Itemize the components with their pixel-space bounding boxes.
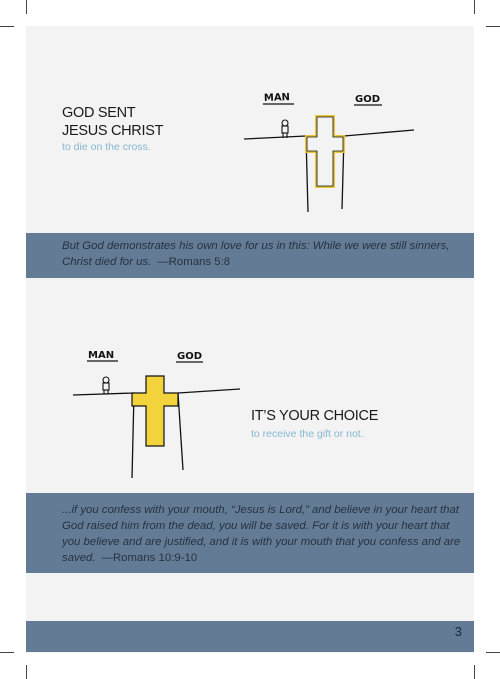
section1-heading-line1: GOD SENT — [62, 105, 136, 121]
section1-subheading: to die on the cross. — [62, 141, 151, 153]
god-label: GOD — [355, 94, 381, 105]
crop-mark — [0, 652, 14, 653]
crop-mark — [474, 665, 475, 679]
footer-band — [26, 621, 474, 652]
section2-reference: —Romans 10:9-10 — [101, 552, 198, 564]
god-label: GOD — [177, 351, 203, 362]
crop-mark — [0, 26, 14, 27]
man-label: MAN — [88, 350, 115, 361]
section2-illustration — [70, 342, 270, 492]
cross-outline — [306, 116, 344, 187]
section2-verse-band — [26, 493, 474, 573]
section1-verse-band — [26, 233, 474, 278]
crop-mark — [474, 0, 475, 14]
right-cliff-line — [344, 130, 414, 136]
man-figure — [103, 377, 109, 394]
crop-mark — [486, 652, 500, 653]
section2-heading: IT’S YOUR CHOICE — [251, 408, 379, 424]
cross-filled — [132, 376, 178, 446]
section1-heading — [62, 104, 202, 140]
chasm-right-wall — [178, 393, 183, 470]
section1-reference: —Romans 5:8 — [157, 256, 231, 268]
right-cliff-line — [178, 389, 240, 393]
section1-illustration — [236, 84, 436, 224]
crop-mark — [26, 0, 27, 14]
man-figure — [282, 120, 288, 138]
section2-verse: ...if you confess with your mouth, “Jesus is Lord,” and believe in your heart that God raised him from the dead, you will be saved. For it is with your heart that you believe and are justified, and it is with your mouth that you confess and are saved. — [62, 504, 461, 564]
crop-mark — [486, 26, 500, 27]
crop-mark — [26, 665, 27, 679]
left-cliff-line — [244, 136, 306, 139]
section1-verse: But God demonstrates his own love for us in this: While we were still sinners, Christ died for us. — [62, 240, 450, 268]
page-number: 3 — [454, 624, 462, 639]
section2-subheading: to receive the gift or not. — [251, 428, 364, 440]
man-label: MAN — [263, 92, 291, 104]
section1-heading-line2: JESUS CHRIST — [62, 123, 164, 139]
